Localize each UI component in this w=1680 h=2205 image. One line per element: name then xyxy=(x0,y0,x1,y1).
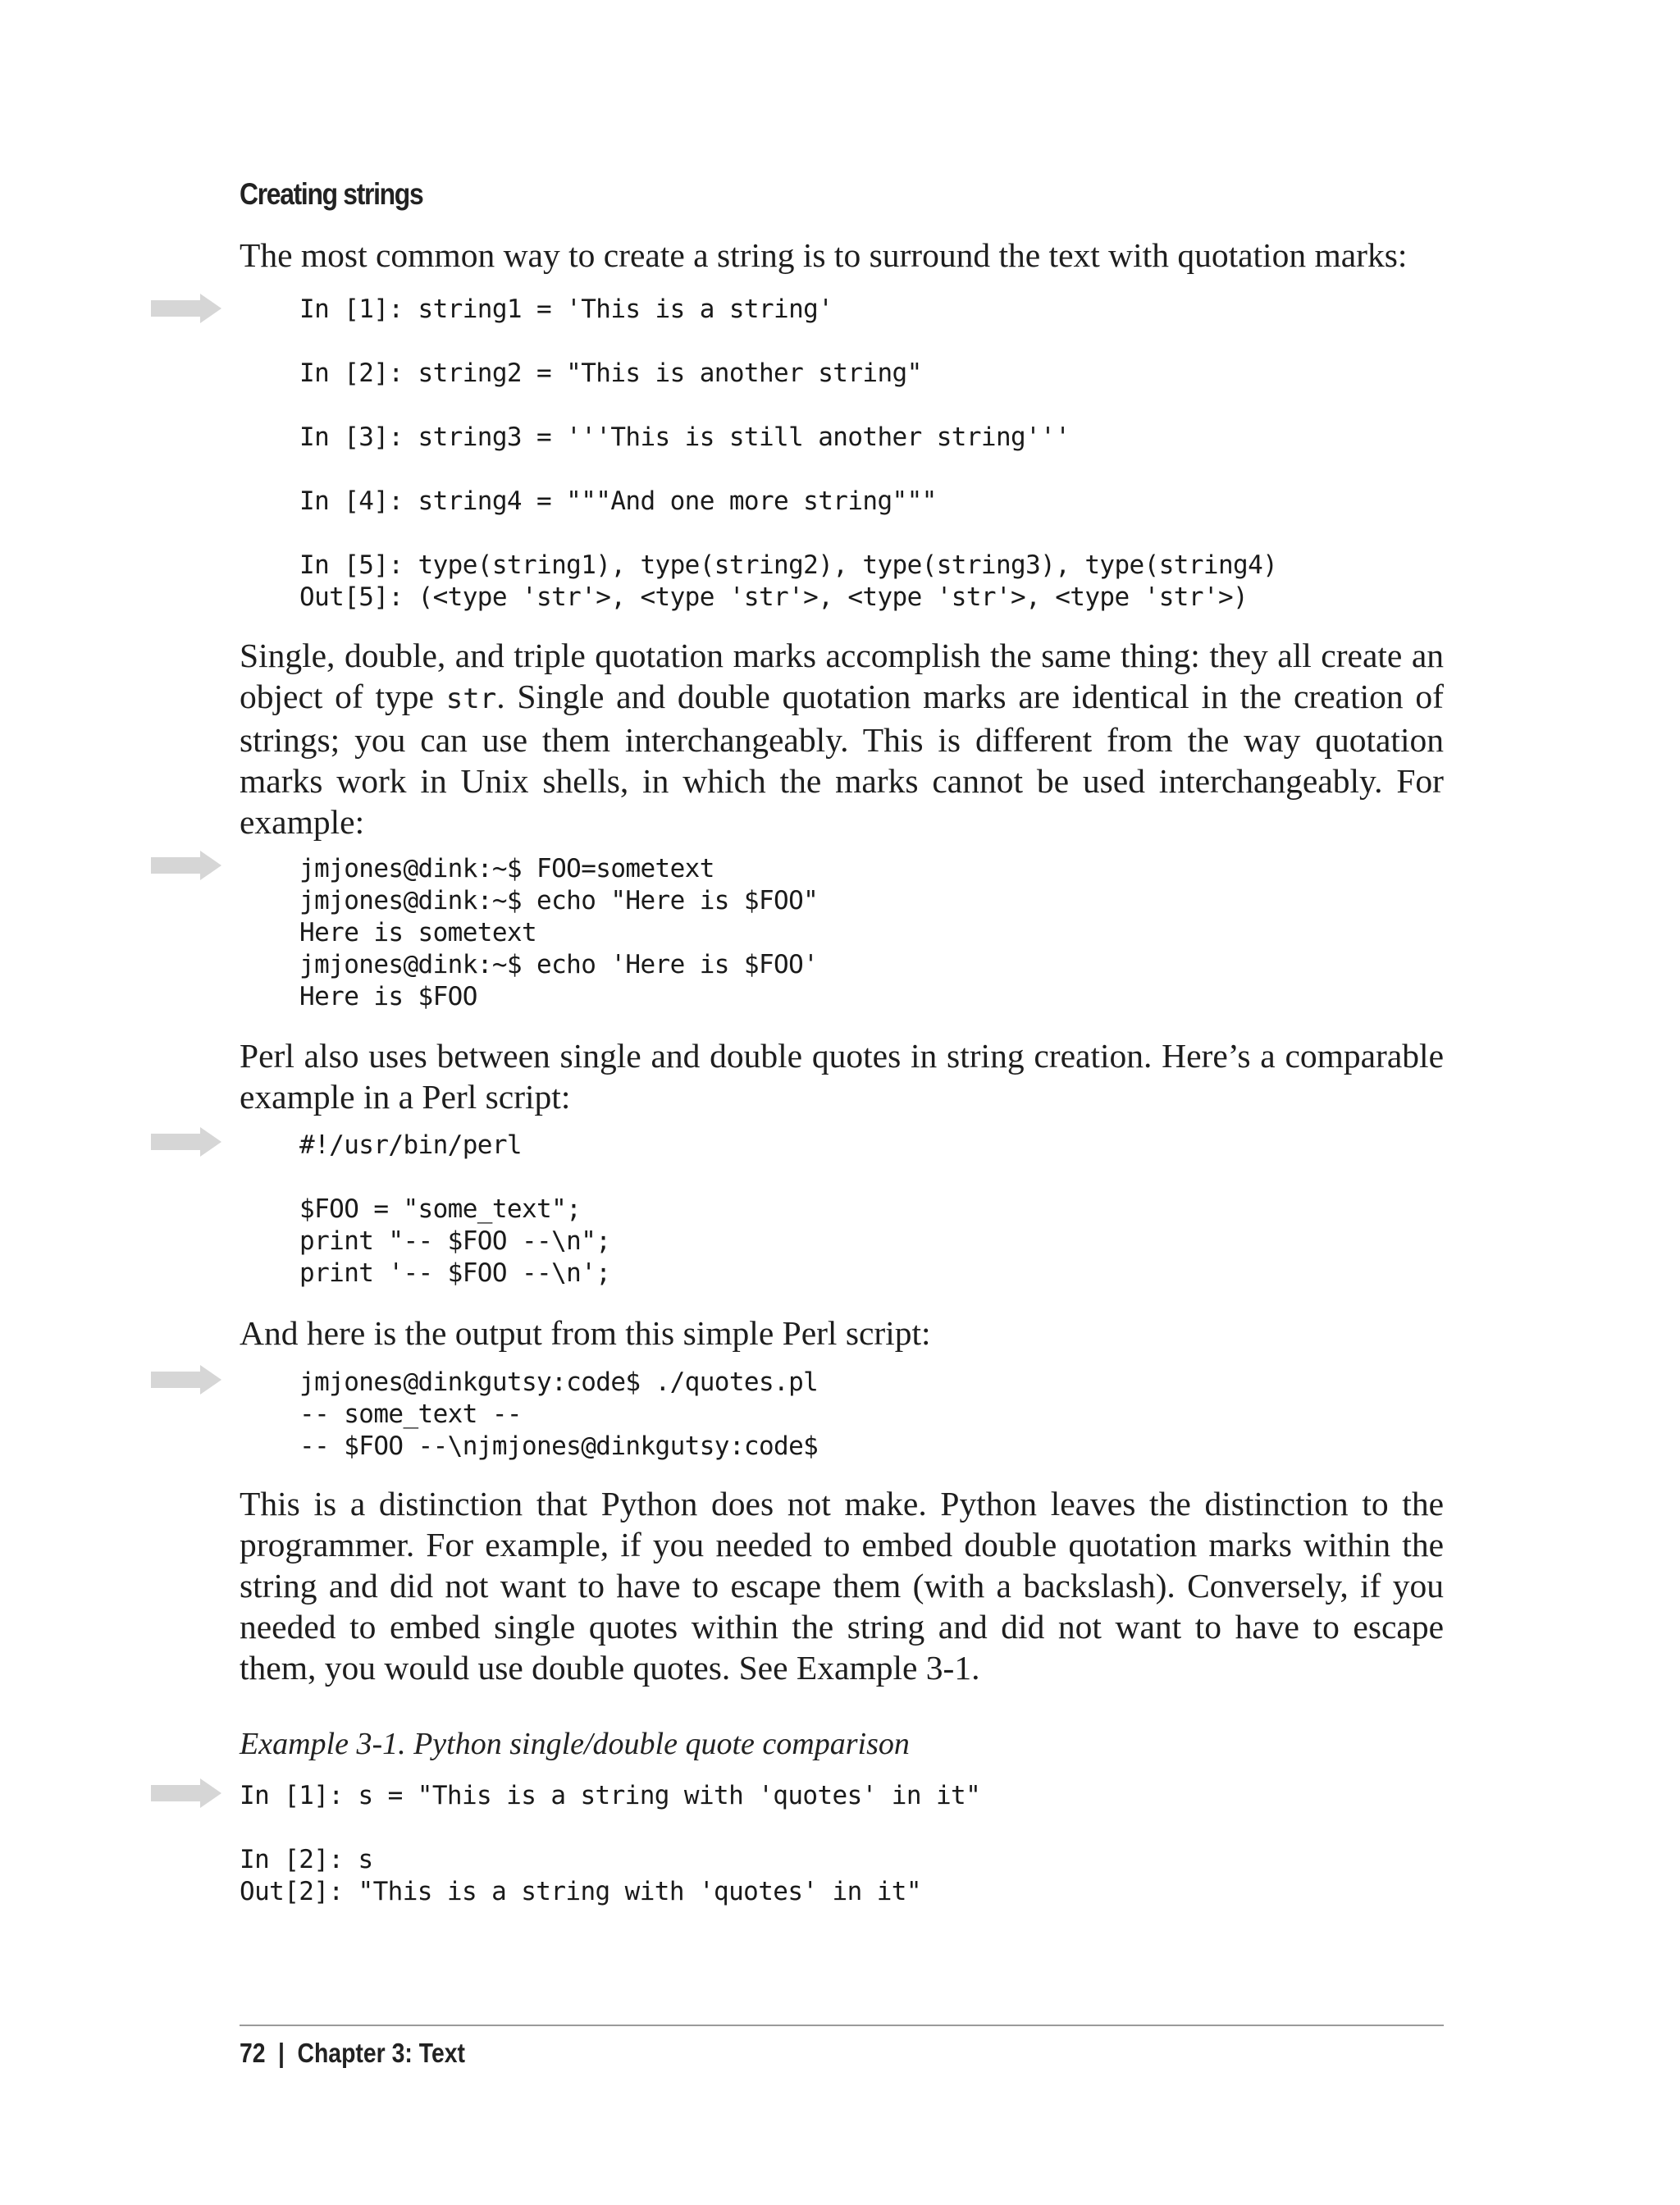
code-block-perl-output: jmjones@dinkgutsy:code$ ./quotes.pl -- some_text -- -- $FOO --\njmjones@dinkgutsy:code$ xyxy=(299,1367,819,1461)
page-number: 72 xyxy=(240,2038,266,2068)
right-arrow-icon xyxy=(151,1365,221,1395)
section-heading: Creating strings xyxy=(240,177,423,211)
code-block-perl-script: #!/usr/bin/perl $FOO = "some_text"; print "-- $FOO --\n"; print '-- $FOO --\n'; xyxy=(299,1130,611,1288)
footer-separator: | xyxy=(278,2038,285,2068)
paragraph-quotation-marks xyxy=(240,635,1444,842)
right-arrow-icon xyxy=(151,294,221,323)
right-arrow-icon xyxy=(151,1778,221,1808)
right-arrow-icon xyxy=(151,851,221,880)
paragraph-text: . Single and double quotation marks are identical in the creation of strings; you can use them interchangeably. This is different from the way quotation marks work in Unix shells, in which the marks cannot be used interchangeably. For example: xyxy=(240,678,1444,841)
paragraph-perl: Perl also uses between single and double quotes in string creation. Here’s a comparable example in a Perl script: xyxy=(240,1037,1444,1116)
chapter-title: Chapter 3: Text xyxy=(297,2038,465,2068)
code-block-python-strings: In [1]: string1 = 'This is a string' In [2]: string2 = "This is another string" In [3]: string3 = '''This is still another string''' In [4]: string4 = """And one more string""" In [5]: type(string1), type(string2), type(string3), type(string4) Out[5]: (<type 'str'>, <type 'str'>, <type 'str'>, <type 'str'>) xyxy=(299,294,1278,612)
example-caption: Example 3-1. Python single/double quote comparison xyxy=(240,1727,910,1761)
book-page xyxy=(240,0,1444,2205)
paragraph-intro: The most common way to create a string is to surround the text with quotation marks: xyxy=(240,236,1408,274)
inline-code-str: str xyxy=(445,682,497,715)
page-footer xyxy=(240,2038,465,2069)
paragraph-perl-output: And here is the output from this simple Perl script: xyxy=(240,1314,931,1352)
paragraph-text: Single, double, and triple quotation marks accomplish the same thing: they all create an object of type xyxy=(240,637,1444,715)
right-arrow-icon xyxy=(151,1127,221,1157)
code-block-example-3-1: In [1]: s = "This is a string with 'quotes' in it" In [2]: s Out[2]: "This is a string with 'quotes' in it" xyxy=(240,1781,981,1906)
footer-rule xyxy=(240,2025,1444,2026)
paragraph-python-distinction: This is a distinction that Python does not make. Python leaves the distinction to the programmer. For example, if you needed to embed double quotation marks within the string and did not want to have to escape them (with a backslash). Conversely, if you needed to embed single quotes within the string and did not want to have to escape them, you would use double quotes. See Example 3-1. xyxy=(240,1485,1444,1687)
code-block-shell-example: jmjones@dink:~$ FOO=sometext jmjones@dink:~$ echo "Here is $FOO" Here is sometext jmjones@dink:~$ echo 'Here is $FOO' Here is $FOO xyxy=(299,854,819,1011)
